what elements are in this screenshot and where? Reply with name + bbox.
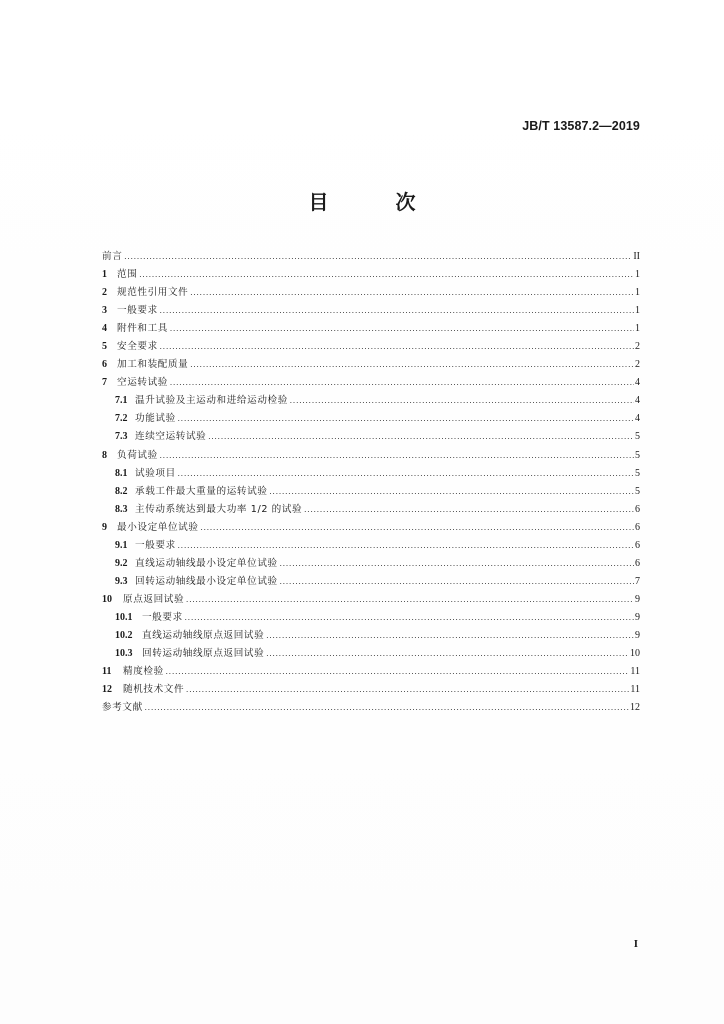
toc-dot-leader <box>190 284 634 302</box>
toc-entry-page: 6 <box>635 539 640 551</box>
toc-entry-label: 精度检验 <box>123 666 164 678</box>
toc-entry-number: 8.2 <box>115 485 128 497</box>
toc-entry-label: 最小设定单位试验 <box>117 521 199 533</box>
toc-entry-page: 6 <box>635 503 640 515</box>
toc-entry-page: 4 <box>635 377 640 389</box>
toc-entry-label: 一般要求 <box>142 611 183 623</box>
toc-dot-leader <box>170 374 634 392</box>
toc-entry-label: 前言 <box>102 251 123 262</box>
toc-dot-leader <box>201 519 634 537</box>
toc-dot-leader <box>178 537 634 555</box>
toc-entry[interactable] <box>102 447 640 465</box>
toc-dot-leader <box>290 392 634 410</box>
toc-entry[interactable] <box>102 555 640 573</box>
toc-dot-leader <box>266 645 629 663</box>
toc-entry-label: 回转运动轴线原点返回试验 <box>142 648 265 660</box>
toc-entry-number: 9.2 <box>115 557 128 569</box>
toc-entry-number: 2 <box>102 287 107 299</box>
toc-entry-label: 原点返回试验 <box>123 593 185 605</box>
toc-entry-number: 11 <box>102 666 112 678</box>
toc-entry-number: 9 <box>102 521 107 533</box>
toc-entry-page: 9 <box>635 611 640 623</box>
toc-entry[interactable] <box>102 645 640 663</box>
toc-dot-leader <box>190 356 634 374</box>
toc-entry[interactable] <box>102 428 640 446</box>
toc-entry-label: 一般要求 <box>117 305 158 317</box>
toc-entry-label: 规范性引用文件 <box>117 287 189 299</box>
toc-entry[interactable] <box>102 627 640 645</box>
toc-entry-page: 9 <box>635 593 640 605</box>
toc-entry-label: 温升试验及主运动和进给运动检验 <box>135 395 288 407</box>
toc-entry-number: 7.2 <box>115 413 128 425</box>
toc-entry[interactable] <box>102 591 640 609</box>
toc-entry[interactable] <box>102 284 640 302</box>
toc-entry-page: 11 <box>630 666 640 678</box>
toc-entry-number: 6 <box>102 359 107 371</box>
toc-entry-page: 9 <box>635 629 640 641</box>
toc-entry[interactable] <box>102 519 640 537</box>
toc-entry-number: 9.1 <box>115 539 128 551</box>
toc-entry-page: 1 <box>635 287 640 299</box>
page-title: 目 次 <box>308 190 446 214</box>
toc-entry-page: 2 <box>635 341 640 353</box>
toc-entry-page: 11 <box>630 684 640 696</box>
toc-entry[interactable] <box>102 663 640 681</box>
toc-entry-number: 5 <box>102 341 107 353</box>
toc-dot-leader <box>280 573 634 591</box>
toc-entry-label: 连续空运转试验 <box>135 431 207 443</box>
toc-dot-leader <box>178 410 634 428</box>
toc-entry-page: 6 <box>635 521 640 533</box>
toc-dot-leader <box>160 447 634 465</box>
toc-entry[interactable] <box>102 248 640 266</box>
toc-entry-label: 直线运动轴线原点返回试验 <box>142 629 265 641</box>
toc-dot-leader <box>266 627 634 645</box>
toc-entry-page: 5 <box>635 431 640 443</box>
toc-entry-page: 10 <box>630 648 640 660</box>
toc-dot-leader <box>185 609 634 627</box>
toc-entry[interactable] <box>102 537 640 555</box>
toc-entry-number: 7.3 <box>115 431 128 443</box>
toc-entry-page: 6 <box>635 557 640 569</box>
toc-entry-number: 8 <box>102 449 107 461</box>
toc-entry-number: 8.1 <box>115 467 128 479</box>
toc-entry-number: 10.1 <box>115 611 133 623</box>
toc-entry[interactable] <box>102 501 640 519</box>
toc-entry-label: 直线运动轴线最小设定单位试验 <box>135 557 278 569</box>
toc-entry-label: 附件和工具 <box>117 323 168 335</box>
toc-entry[interactable] <box>102 573 640 591</box>
toc-dot-leader <box>160 338 634 356</box>
toc-entry-page: 2 <box>635 359 640 371</box>
toc-entry[interactable] <box>102 320 640 338</box>
toc-entry-label: 加工和装配质量 <box>117 359 189 371</box>
toc-entry-label: 空运转试验 <box>117 377 168 389</box>
toc-entry-label: 试验项目 <box>135 467 176 479</box>
toc-dot-leader <box>178 465 634 483</box>
toc-entry-number: 10 <box>102 593 112 605</box>
toc-entry-label: 功能试验 <box>135 413 176 425</box>
toc-entry-label: 回转运动轴线最小设定单位试验 <box>135 575 278 587</box>
toc-dot-leader <box>139 266 634 284</box>
toc-entry-page: II <box>633 251 640 262</box>
document-number: JB/T 13587.2—2019 <box>522 119 640 133</box>
toc-entry-page: 5 <box>635 449 640 461</box>
toc-dot-leader <box>124 248 632 266</box>
toc-entry[interactable] <box>102 609 640 627</box>
toc-entry-number: 12 <box>102 684 112 696</box>
toc-entry-page: 1 <box>635 269 640 281</box>
toc-dot-leader <box>186 681 629 699</box>
toc-entry-number: 1 <box>102 269 107 281</box>
toc-entry-label: 承载工件最大重量的运转试验 <box>135 485 268 497</box>
toc-entry-label: 负荷试验 <box>117 449 158 461</box>
toc-entry[interactable] <box>102 356 640 374</box>
toc-dot-leader <box>186 591 634 609</box>
toc-entry-page: 7 <box>635 575 640 587</box>
toc-entry[interactable] <box>102 392 640 410</box>
toc-entry[interactable] <box>102 266 640 284</box>
toc-entry[interactable] <box>102 483 640 501</box>
toc-dot-leader <box>170 320 634 338</box>
toc-entry-label: 参考文献 <box>102 702 143 714</box>
toc-entry-page: 5 <box>635 467 640 479</box>
toc-entry-number: 3 <box>102 305 107 317</box>
toc-entry[interactable] <box>102 699 640 717</box>
toc-entry-page: 1 <box>635 305 640 317</box>
toc-dot-leader <box>270 483 634 501</box>
toc-entry[interactable] <box>102 338 640 356</box>
toc-entry[interactable] <box>102 374 640 392</box>
toc-entry-number: 7 <box>102 377 107 389</box>
toc-entry-page: 4 <box>635 413 640 425</box>
toc-entry-page: 4 <box>635 395 640 407</box>
toc-entry[interactable] <box>102 465 640 483</box>
toc-entry-label: 主传动系统达到最大功率 1/2 的试验 <box>135 503 303 515</box>
toc-entry-label: 范围 <box>117 269 138 281</box>
toc-dot-leader <box>160 302 634 320</box>
toc-entry[interactable] <box>102 302 640 320</box>
toc-entry-label: 安全要求 <box>117 341 158 353</box>
toc-dot-leader <box>280 555 634 573</box>
toc-entry-number: 8.3 <box>115 503 128 515</box>
table-of-contents <box>102 248 640 717</box>
toc-entry-number: 4 <box>102 323 107 335</box>
toc-entry-number: 10.3 <box>115 648 133 660</box>
toc-entry-label: 随机技术文件 <box>123 684 185 696</box>
toc-entry-number: 7.1 <box>115 395 128 407</box>
toc-entry-page: 12 <box>630 702 640 714</box>
toc-dot-leader <box>166 663 630 681</box>
toc-entry-page: 1 <box>635 323 640 335</box>
toc-dot-leader <box>304 501 634 519</box>
toc-entry-page: 5 <box>635 485 640 497</box>
toc-entry-label: 一般要求 <box>135 539 176 551</box>
toc-dot-leader <box>145 699 629 717</box>
toc-dot-leader <box>208 428 634 446</box>
toc-entry-number: 9.3 <box>115 575 128 587</box>
toc-entry-number: 10.2 <box>115 629 133 641</box>
toc-entry[interactable] <box>102 410 640 428</box>
page-number: I <box>633 938 638 950</box>
toc-entry[interactable] <box>102 681 640 699</box>
